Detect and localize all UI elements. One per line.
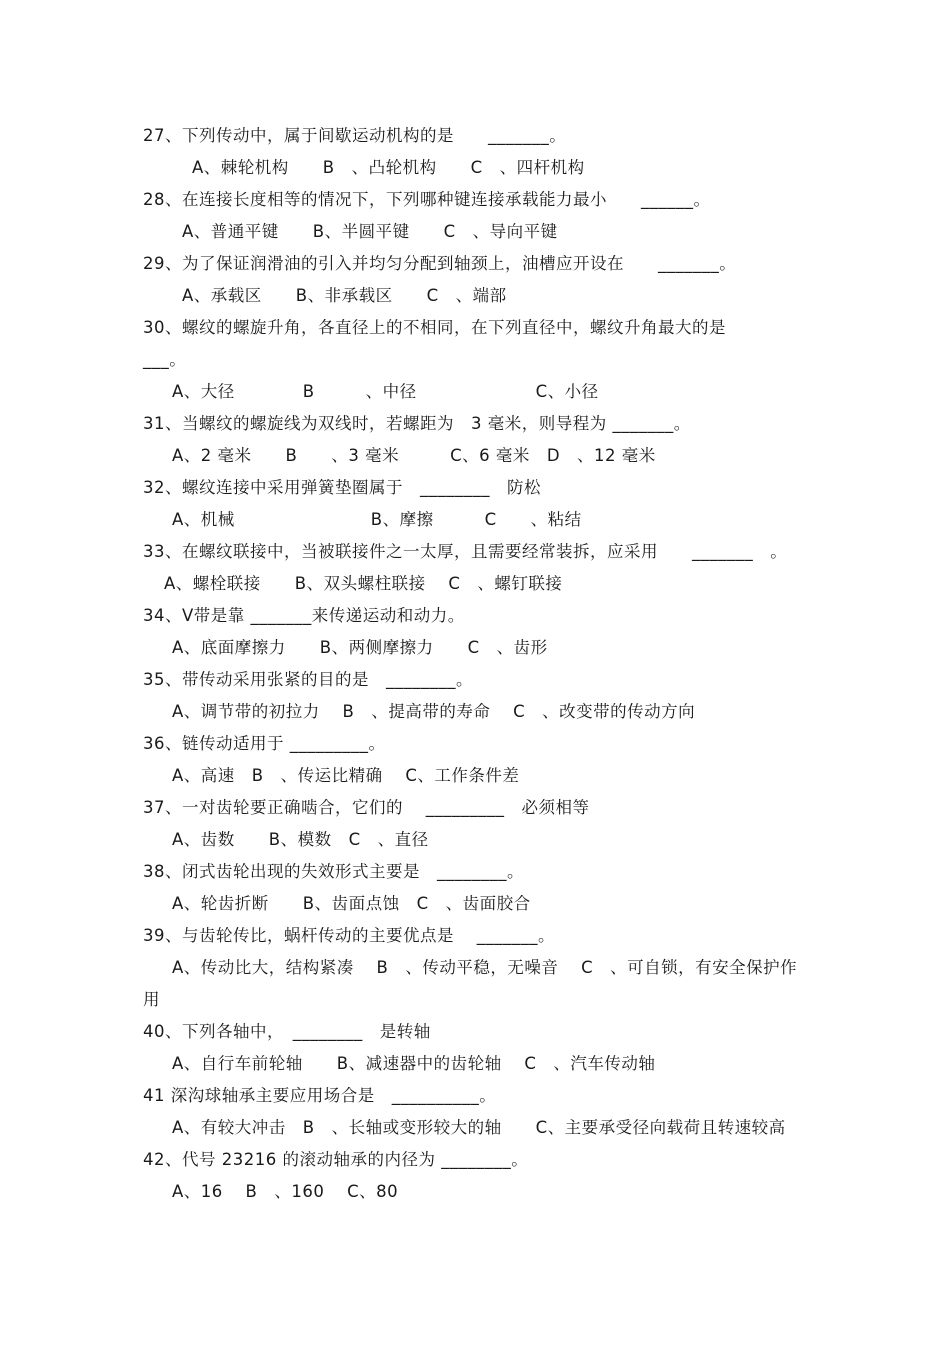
options-40: A、自行车前轮轴 B、减速器中的齿轮轴 C 、汽车传动轴 bbox=[172, 1054, 656, 1073]
question-33: 33、在螺纹联接中，当被联接件之一太厚，且需要经常装拆，应采用 _______ 。 bbox=[143, 542, 788, 561]
question-40: 40、下列各轴中， ________ 是转轴 bbox=[143, 1022, 431, 1041]
options-32: A、机械 B、摩擦 C 、粘结 bbox=[172, 510, 582, 529]
question-34: 34、V带是靠 _______来传递运动和动力。 bbox=[143, 606, 465, 625]
question-39: 39、与齿轮传比，蜗杆传动的主要优点是 _______。 bbox=[143, 926, 555, 945]
question-29: 29、为了保证润滑油的引入并均匀分配到轴颈上，油槽应开设在 _______。 bbox=[143, 254, 737, 273]
question-30-blank: ___。 bbox=[143, 350, 187, 369]
question-41: 41 深沟球轴承主要应用场合是 __________。 bbox=[143, 1086, 497, 1105]
options-39-continued: 用 bbox=[143, 990, 160, 1009]
options-29: A、承载区 B、非承载区 C 、端部 bbox=[182, 286, 507, 305]
question-38: 38、闭式齿轮出现的失效形式主要是 ________。 bbox=[143, 862, 524, 881]
options-38: A、轮齿折断 B、齿面点蚀 C 、齿面胶合 bbox=[172, 894, 531, 913]
question-28: 28、在连接长度相等的情况下，下列哪种键连接承载能力最小 ______。 bbox=[143, 190, 711, 209]
question-30: 30、螺纹的螺旋升角，各直径上的不相同，在下列直径中，螺纹升角最大的是 bbox=[143, 318, 726, 337]
question-32: 32、螺纹连接中采用弹簧垫圈属于 ________ 防松 bbox=[143, 478, 541, 497]
options-27: A、棘轮机构 B 、凸轮机构 C 、四杆机构 bbox=[192, 158, 585, 177]
options-31: A、2 毫米 B 、3 毫米 C、6 毫米 D 、12 毫米 bbox=[172, 446, 656, 465]
options-42: A、16 B 、160 C、80 bbox=[172, 1182, 399, 1201]
question-27: 27、下列传动中，属于间歇运动机构的是 _______。 bbox=[143, 126, 567, 145]
options-30: A、大径 B 、中径 C、小径 bbox=[172, 382, 599, 401]
options-36: A、高速 B 、传运比精确 C、工作条件差 bbox=[172, 766, 520, 785]
options-33: A、螺栓联接 B、双头螺柱联接 C 、螺钉联接 bbox=[164, 574, 563, 593]
question-31: 31、当螺纹的螺旋线为双线时，若螺距为 3 毫米，则导程为 _______。 bbox=[143, 414, 691, 433]
options-35: A、调节带的初拉力 B 、提高带的寿命 C 、改变带的传动方向 bbox=[172, 702, 696, 721]
options-28: A、普通平键 B、半圆平键 C 、导向平键 bbox=[182, 222, 558, 241]
question-37: 37、一对齿轮要正确啮合，它们的 _________ 必须相等 bbox=[143, 798, 590, 817]
options-34: A、底面摩擦力 B、两侧摩擦力 C 、齿形 bbox=[172, 638, 548, 657]
question-35: 35、带传动采用张紧的目的是 ________。 bbox=[143, 670, 473, 689]
options-41: A、有较大冲击 B 、长轴或变形较大的轴 C、主要承受径向载荷且转速较高 bbox=[172, 1118, 786, 1137]
question-42: 42、代号 23216 的滚动轴承的内径为 ________。 bbox=[143, 1150, 529, 1169]
options-37: A、齿数 B、模数 C 、直径 bbox=[172, 830, 429, 849]
question-36: 36、链传动适用于 _________。 bbox=[143, 734, 386, 753]
options-39: A、传动比大，结构紧凑 B 、传动平稳，无噪音 C 、可自锁，有安全保护作 bbox=[172, 958, 798, 977]
